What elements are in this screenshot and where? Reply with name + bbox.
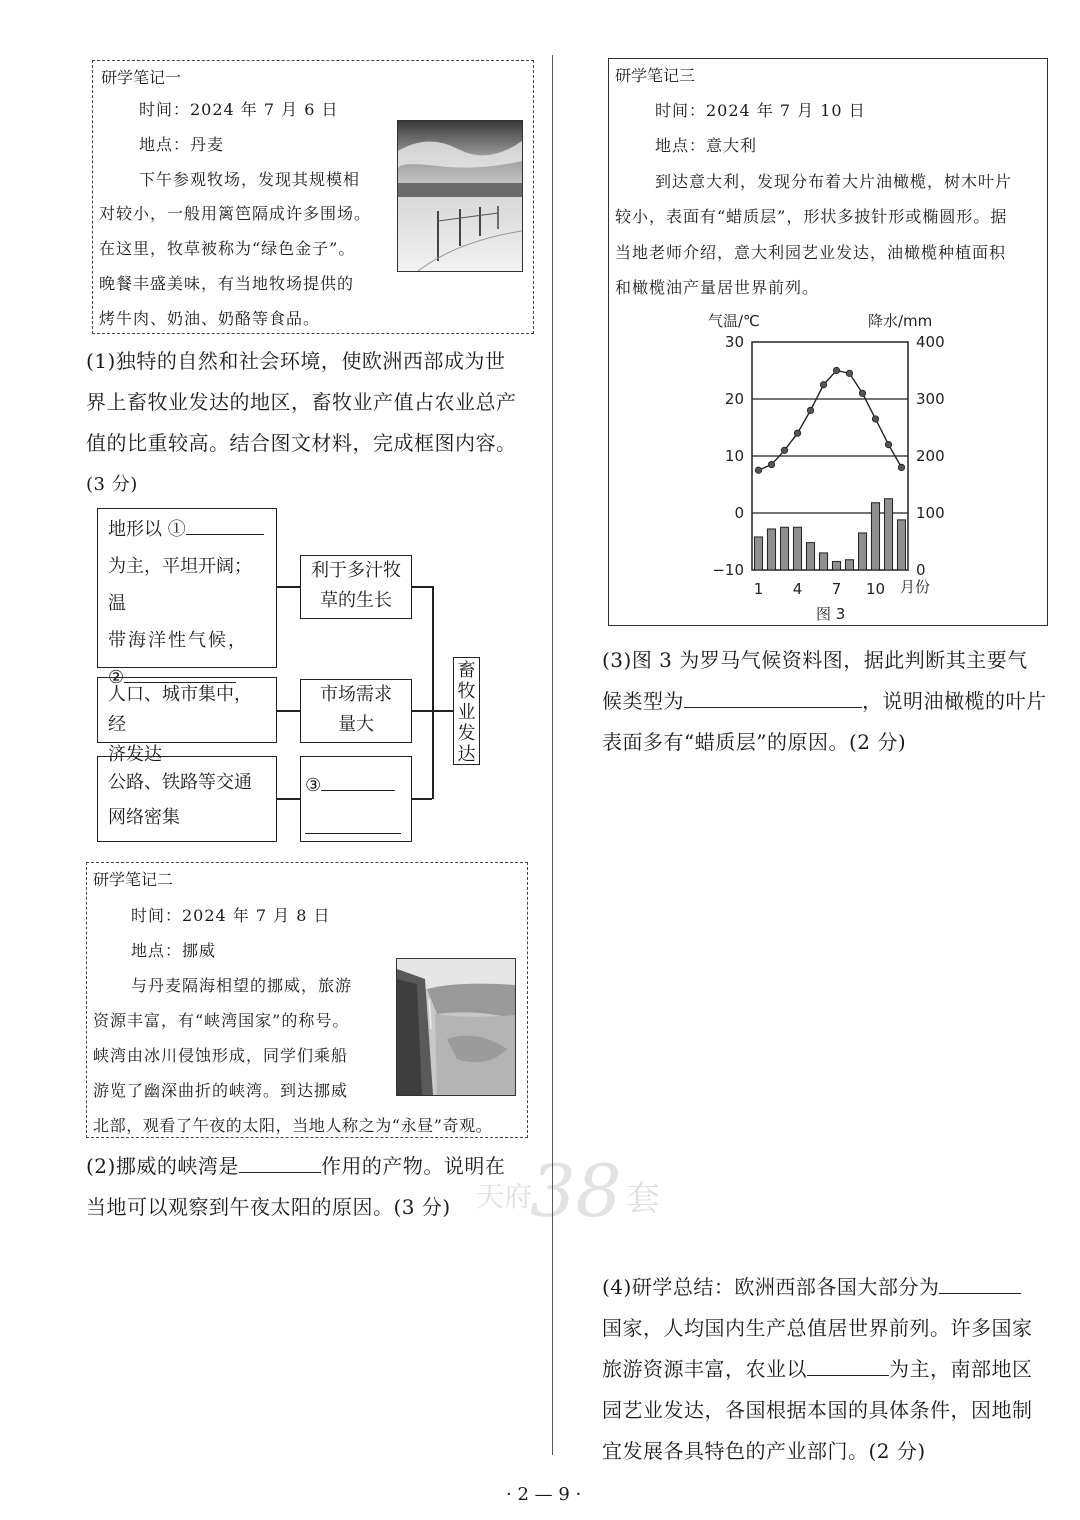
temp-ticks xyxy=(712,333,744,579)
q2-blank[interactable] xyxy=(239,1152,321,1173)
q4-blank-1[interactable] xyxy=(939,1273,1021,1294)
note2-line: 游览了幽深曲折的峡湾。到达挪威 xyxy=(93,1081,349,1100)
precip-bar xyxy=(806,543,814,570)
terrain-line2: 为主，平坦开阔；温 xyxy=(108,556,252,614)
note2-line: 峡湾由冰川侵蚀形成，同学们乘船 xyxy=(93,1046,349,1065)
temp-tick-label: 30 xyxy=(724,333,744,351)
q3-line1: (3)图 3 为罗马气候资料图，据此判断其主要气 xyxy=(602,648,1028,672)
precip-bar xyxy=(780,527,788,570)
note1-title: 研学笔记一 xyxy=(101,68,182,87)
temp-series-line xyxy=(759,371,902,471)
q1-score: (3 分) xyxy=(86,474,138,495)
note1-line: 烤牛肉、奶油、奶酪等食品。 xyxy=(99,309,321,328)
temp-point xyxy=(768,461,774,467)
x-ticks xyxy=(754,580,885,598)
temp-point xyxy=(807,407,813,413)
note3-line: 到达意大利，发现分布着大片油橄榄，树木叶片 xyxy=(655,172,1013,191)
grass-line2: 草的生长 xyxy=(320,590,392,611)
x-tick-label: 10 xyxy=(865,580,886,598)
precip-bar xyxy=(832,561,840,570)
note2-line: 北部，观看了午夜的太阳，当地人称之为“永昼”奇观。 xyxy=(93,1116,493,1135)
grid-lines xyxy=(752,399,908,513)
x-label: 月份 xyxy=(900,578,931,596)
precip-bars xyxy=(754,499,905,570)
blank-3b[interactable] xyxy=(305,813,401,834)
svg-text:套: 套 xyxy=(626,1179,660,1219)
temp-line xyxy=(755,367,904,473)
x-tick-label: 1 xyxy=(753,580,764,598)
x-tick-label: 7 xyxy=(831,580,842,598)
note1-line: 晚餐丰盛美味，有当地牧场提供的 xyxy=(99,274,355,293)
connector xyxy=(277,798,300,800)
temp-point xyxy=(898,464,904,470)
market-line1: 市场需求 xyxy=(320,684,392,705)
note2-date: 时间：2024 年 7 月 8 日 xyxy=(131,906,331,925)
note3-line: 较小，表面有“蜡质层”，形状多披针形或椭圆形。据 xyxy=(615,207,1008,226)
q4-line3: 旅游资源丰富，农业以 为主，南部地区 xyxy=(602,1357,1033,1381)
climate-chart xyxy=(688,306,958,626)
temp-tick-label: 0 xyxy=(734,504,744,522)
precip-bar xyxy=(767,529,775,570)
y-label-precip: 降水/mm xyxy=(868,312,933,330)
q3-blank[interactable] xyxy=(684,687,862,708)
precip-tick-label: 200 xyxy=(916,447,945,465)
q3-line2: 候类型为 ，说明油橄榄的叶片 xyxy=(602,689,1047,713)
temp-point xyxy=(781,447,787,453)
note3-place: 地点：意大利 xyxy=(655,136,758,155)
result-text: 畜牧业发达 xyxy=(457,660,476,765)
note2-title: 研学笔记二 xyxy=(93,870,174,889)
y-label-temp: 气温/℃ xyxy=(708,312,760,330)
diagram-box-terrain xyxy=(97,508,277,688)
temp-tick-label: 20 xyxy=(724,390,744,408)
note3-line: 当地老师介绍，意大利园艺业发达，油橄榄种植面积 xyxy=(615,243,1007,262)
precip-bar xyxy=(871,503,879,570)
precip-tick-label: 400 xyxy=(916,333,945,351)
note1-date: 时间：2024 年 7 月 6 日 xyxy=(139,100,339,119)
q4-line2: 国家，人均国内生产总值居世界前列。许多国家 xyxy=(602,1316,1033,1340)
q1-line: (1)独特的自然和社会环境，使欧洲西部成为世 xyxy=(86,349,506,373)
note3-line: 和橄榄油产量居世界前列。 xyxy=(615,278,820,297)
q4-line1: (4)研学总结：欧洲西部各国大部分为 xyxy=(602,1267,1021,1308)
market-line2: 量大 xyxy=(338,714,374,735)
pasture-photo xyxy=(397,120,523,272)
svg-text:38: 38 xyxy=(530,1150,622,1230)
diagram-box-transport xyxy=(97,756,277,842)
precip-bar xyxy=(754,537,762,570)
transport-line1: 公路、铁路等交通 xyxy=(108,772,252,793)
note1-line: 对较小，一般用篱笆隔成许多围场。 xyxy=(99,204,372,223)
blank-3[interactable] xyxy=(321,770,395,791)
note1-place: 地点：丹麦 xyxy=(139,135,225,154)
connector xyxy=(277,710,300,712)
diagram-box-market xyxy=(300,679,412,743)
temp-point xyxy=(846,370,852,376)
precip-tick-label: 0 xyxy=(916,561,926,579)
page-number: · 2 — 9 · xyxy=(506,1484,582,1505)
terrain-line3: 带海洋性气候， xyxy=(108,630,248,651)
temp-point xyxy=(833,367,839,373)
precip-bar xyxy=(819,553,827,570)
q2-line1: (2)挪威的峡湾是 作用的产物。说明在 xyxy=(86,1154,506,1178)
temp-point xyxy=(820,382,826,388)
q1-line: 值的比重较高。结合图文材料，完成框图内容。 xyxy=(86,431,517,455)
q4-line5: 宜发展各具特色的产业部门。(2 分) xyxy=(602,1439,926,1463)
temp-point xyxy=(794,430,800,436)
population-line1: 人口、城市集中，经 xyxy=(108,684,252,735)
precip-bar xyxy=(858,533,866,570)
note3-title: 研学笔记三 xyxy=(615,66,696,85)
precip-bar xyxy=(897,520,905,570)
blank3-line2 xyxy=(305,810,407,847)
diagram-box-blank3 xyxy=(300,756,412,842)
note2-line: 资源丰富，有“峡湾国家”的称号。 xyxy=(93,1011,350,1030)
temp-point xyxy=(755,467,761,473)
note1-line: 在这里，牧草被称为“绿色金子”。 xyxy=(99,239,356,258)
precip-bar xyxy=(793,527,801,570)
q2-line2: 当地可以观察到午夜太阳的原因。(3 分) xyxy=(86,1195,451,1219)
blank-1[interactable] xyxy=(186,514,264,535)
column-divider xyxy=(552,55,553,1455)
diagram-result xyxy=(453,657,480,765)
precip-tick-label: 300 xyxy=(916,390,945,408)
terrain-line4: ② xyxy=(108,659,266,696)
transport-line2: 网络密集 xyxy=(108,807,180,828)
temp-point xyxy=(872,416,878,422)
precip-tick-label: 100 xyxy=(916,504,945,522)
grass-line1: 利于多汁牧 xyxy=(311,560,401,581)
connector xyxy=(412,710,432,712)
connector xyxy=(277,586,300,588)
connector xyxy=(412,798,432,800)
note2-line: 与丹麦隔海相望的挪威，旅游 xyxy=(131,976,353,995)
x-tick-label: 4 xyxy=(792,580,803,598)
temp-tick-label: −10 xyxy=(712,561,744,579)
q3-line3: 表面多有“蜡质层”的原因。(2 分) xyxy=(602,730,907,754)
temp-point xyxy=(859,390,865,396)
terrain-line1: 地形以 ① xyxy=(108,511,266,548)
note1-line: 下午参观牧场，发现其规模相 xyxy=(139,170,361,189)
watermark-logo xyxy=(466,1150,686,1230)
precip-ticks xyxy=(916,333,945,579)
temp-point xyxy=(885,441,891,447)
connector xyxy=(412,586,432,588)
diagram-box-population xyxy=(97,677,277,765)
connector xyxy=(432,586,434,799)
note3-date: 时间：2024 年 7 月 10 日 xyxy=(655,101,866,120)
q4-line4: 园艺业发达，各国根据本国的具体条件，因地制 xyxy=(602,1398,1033,1422)
q1-line: 界上畜牧业发达的地区，畜牧业产值占农业总产 xyxy=(86,390,517,414)
note2-place: 地点：挪威 xyxy=(131,941,217,960)
precip-bar xyxy=(845,560,853,570)
blank3-line1: ③ xyxy=(305,767,407,804)
connector xyxy=(432,710,453,712)
population-line2: 济发达 xyxy=(108,744,162,765)
fjord-photo xyxy=(396,958,516,1096)
diagram-box-grass xyxy=(300,555,412,619)
svg-text:天府: 天府 xyxy=(476,1180,533,1213)
precip-bar xyxy=(884,499,892,570)
temp-tick-label: 10 xyxy=(724,447,744,465)
chart-title: 图 3 xyxy=(816,605,846,623)
q4-blank-2[interactable] xyxy=(807,1355,889,1376)
